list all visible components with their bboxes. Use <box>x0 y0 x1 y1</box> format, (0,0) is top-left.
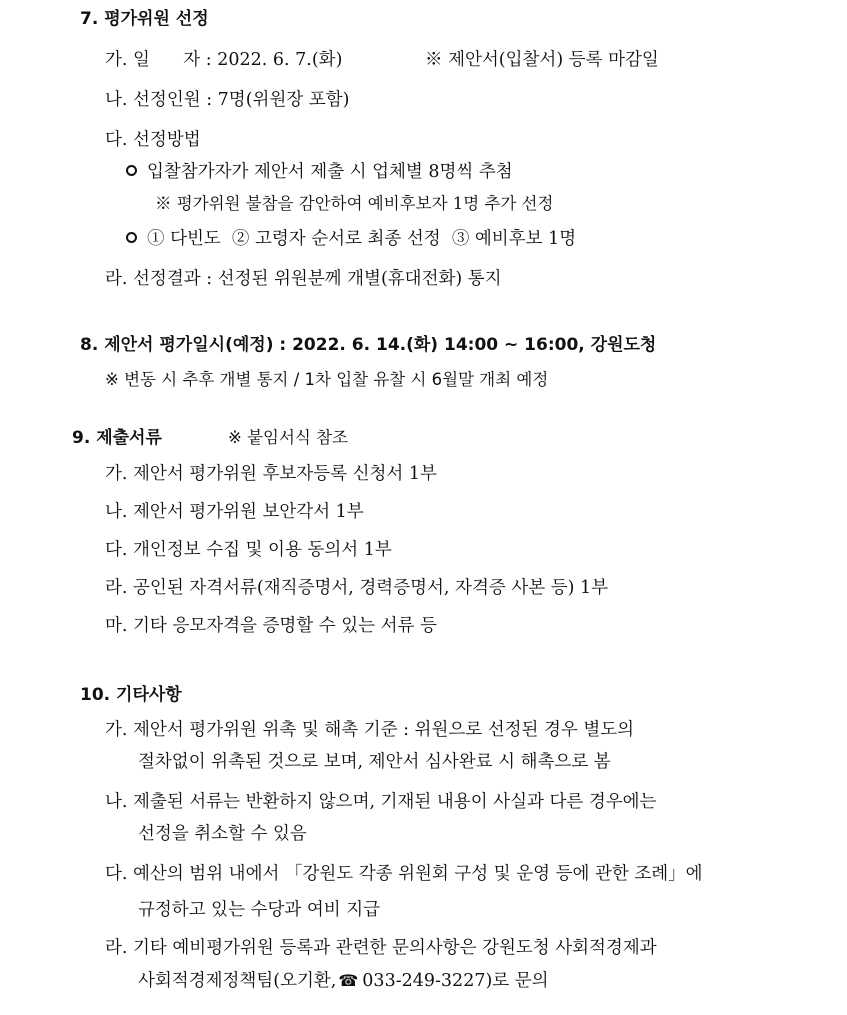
section-7-title: 7. 평가위원 선정 <box>80 9 209 29</box>
hollow-circle-bullet-icon <box>126 165 137 176</box>
hollow-circle-bullet-icon <box>126 232 137 243</box>
section-7-date <box>105 48 342 72</box>
section-10-item-c-line-2: 규정하고 있는 수당과 여비 지급 <box>138 900 381 920</box>
section-8-title: 8. 제안서 평가일시(예정) : 2022. 6. 14.(화) 14:00 ~ 16:00, 강원도청 <box>80 335 657 355</box>
section-10-item-b-line-1: 나. 제출된 서류는 반환하지 않으며, 기재된 내용이 사실과 다른 경우에는 <box>105 792 657 812</box>
section-9-item-d: 라. 공인된 자격서류(재직증명서, 경력증명서, 자격증 사본 등) 1부 <box>105 578 609 598</box>
section-10-item-d-line-1: 라. 기타 예비평가위원 등록과 관련한 문의사항은 강원도청 사회적경제과 <box>105 938 657 958</box>
section-7-method-item-1 <box>126 160 513 184</box>
section-7-method-note: ※ 평가위원 불참을 감안하여 예비후보자 1명 추가 선정 <box>155 194 554 213</box>
section-10-title: 10. 기타사항 <box>80 685 182 705</box>
telephone-icon: ☎ <box>338 971 359 990</box>
section-7-date-note: ※ 제안서(입찰서) 등록 마감일 <box>425 50 659 70</box>
section-10-item-c-line-1: 다. 예산의 범위 내에서 「강원도 각종 위원회 구성 및 운영 등에 관한 조례」에 <box>105 864 703 884</box>
section-7-method-item-2-text: ① 다빈도 ② 고령자 순서로 최종 선정 ③ 예비후보 1명 <box>147 229 577 249</box>
section-7-result: 라. 선정결과 : 선정된 위원분께 개별(휴대전화) 통지 <box>105 269 502 289</box>
section-9-item-c: 다. 개인정보 수집 및 이용 동의서 1부 <box>105 540 392 560</box>
section-7-method-item-2 <box>126 227 576 251</box>
section-9-item-e: 마. 기타 응모자격을 증명할 수 있는 서류 등 <box>105 616 437 636</box>
contact-team-name: 사회적경제정책팀(오기환, <box>138 971 337 991</box>
section-10-item-d-line-2 <box>138 969 549 993</box>
section-10-item-b-line-2: 선정을 취소할 수 있음 <box>138 824 307 844</box>
section-7-count: 나. 선정인원 : 7명(위원장 포함) <box>105 90 350 110</box>
section-7-method: 다. 선정방법 <box>105 130 201 150</box>
section-7-method-item-1-text: 입찰참가자가 제안서 제출 시 업체별 8명씩 추첨 <box>147 162 513 182</box>
contact-phone-number: 033-249-3227)로 문의 <box>362 971 549 991</box>
section-8-note: ※ 변동 시 추후 개별 통지 / 1차 입찰 유찰 시 6월말 개최 예정 <box>105 370 549 389</box>
section-9-title: 9. 제출서류 <box>72 428 162 448</box>
section-9-item-a: 가. 제안서 평가위원 후보자등록 신청서 1부 <box>105 464 437 484</box>
section-9-item-b: 나. 제안서 평가위원 보안각서 1부 <box>105 502 364 522</box>
section-10-item-a-line-1: 가. 제안서 평가위원 위촉 및 해촉 기준 : 위원으로 선정된 경우 별도의 <box>105 720 635 740</box>
section-7-date-text: 가. 일 자 : 2022. 6. 7.(화) <box>105 50 343 70</box>
section-10-item-a-line-2: 절차없이 위촉된 것으로 보며, 제안서 심사완료 시 해촉으로 봄 <box>138 752 611 772</box>
section-9-title-note: ※ 붙임서식 참조 <box>228 428 348 447</box>
